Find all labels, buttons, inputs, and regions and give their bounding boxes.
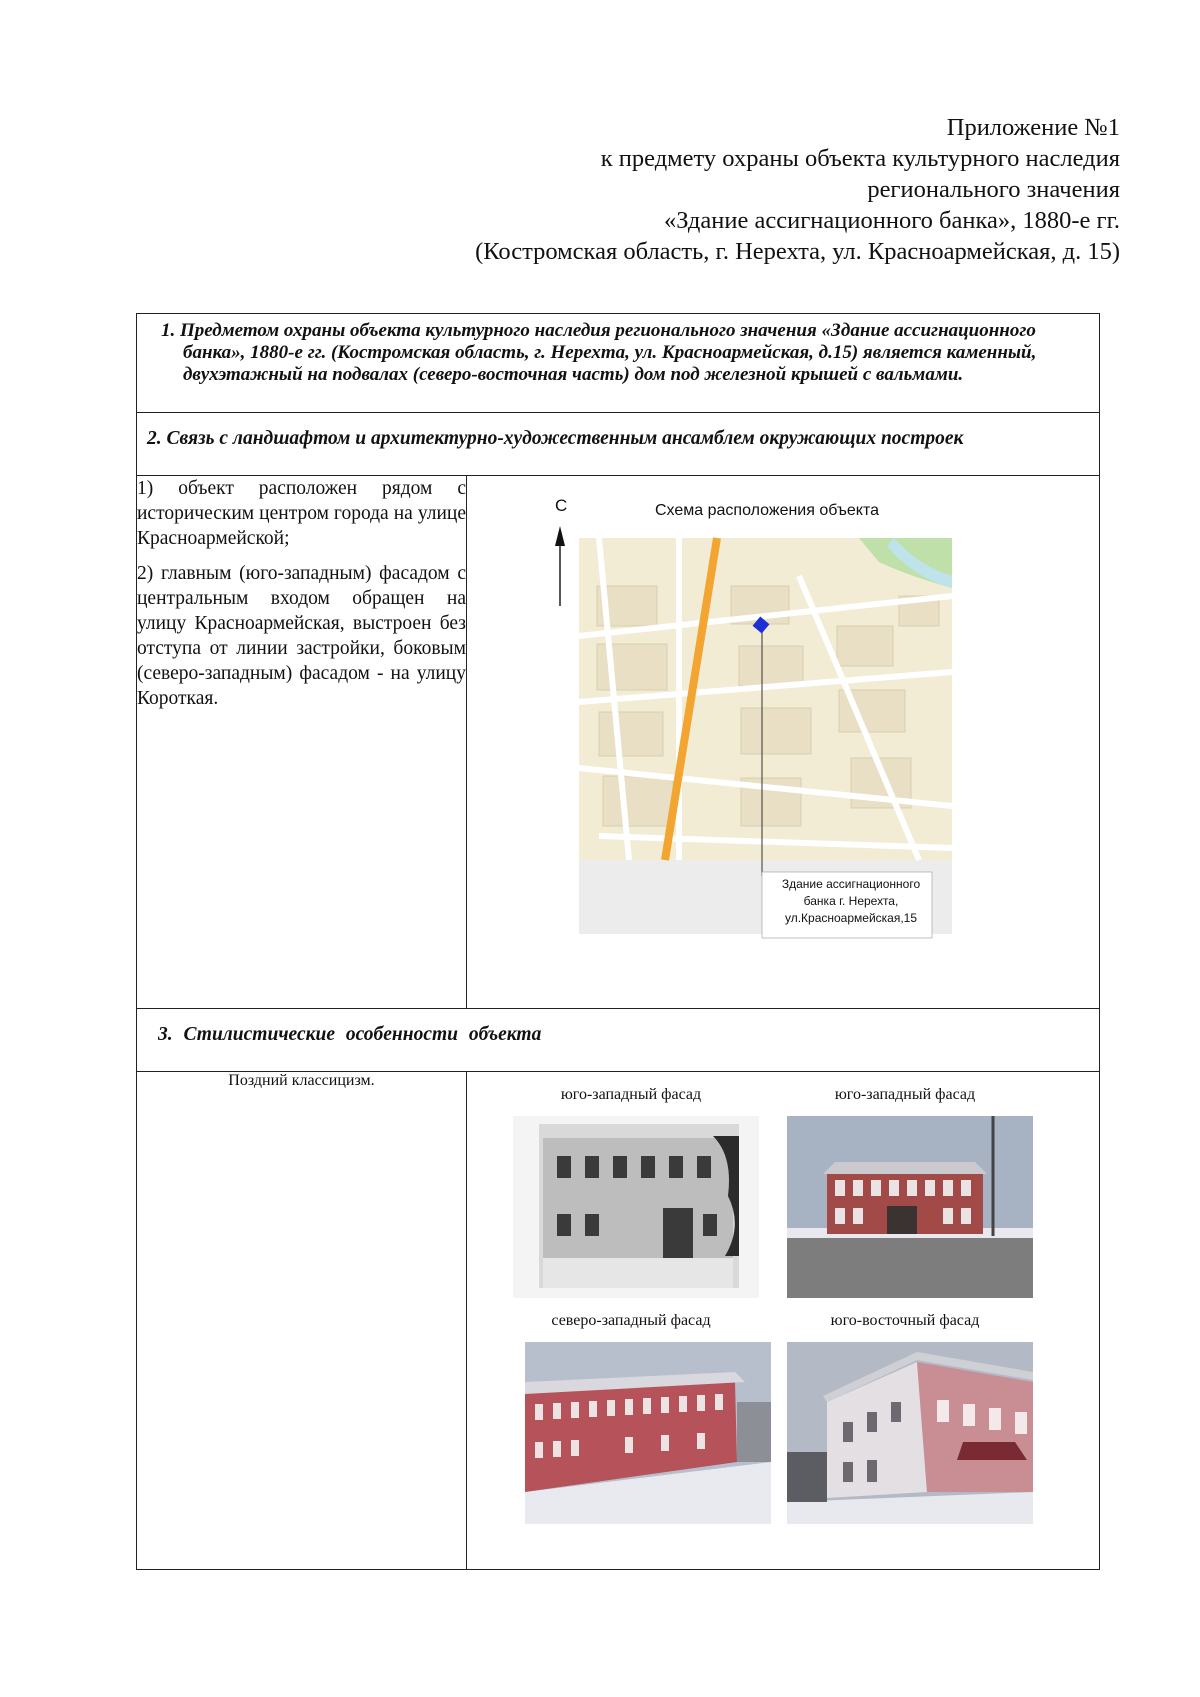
map-label-line-3: ул.Красноармейская,15 <box>784 911 918 925</box>
section-3-title-cell <box>137 1009 1100 1072</box>
section-1-text: 1. Предметом охраны объекта культурного наследия регионального значения «Здание ассигнационного банка», 1880-е гг. (Костромская область, г. Нерехта, ул. Красноармейская, д.15) является каменный, двухэтажный на подвалах (северо-восточная часть) дом под железной крышей с вальмами. <box>161 320 1037 385</box>
photo-label-4: юго-восточный фасад <box>830 1312 980 1329</box>
protection-subject-table <box>136 313 1100 1570</box>
map-caption: Схема расположения объекта <box>655 502 879 519</box>
section-3-photos-cell <box>467 1072 1100 1570</box>
section-2-map-cell <box>467 476 1100 1009</box>
location-point-2: 2) главным (юго-западным) фасадом с центральным входом обращен на улицу Красноармейская, выстроен без отступа от линии застройки, боковым (северо-западным) фасадом - на улицу Короткая. <box>137 563 466 709</box>
header-line-5: (Костромская область, г. Нерехта, ул. Красноармейская, д. 15) <box>475 238 1120 265</box>
southwest-facade-photo <box>787 1116 1033 1298</box>
header-line-2: к предмету охраны объекта культурного наследия <box>600 145 1120 172</box>
map-object-label <box>771 876 931 936</box>
section-3-style-cell <box>137 1072 467 1570</box>
location-point-1: 1) объект расположен рядом с историческим центром города на улице Красноармейской; <box>137 478 466 549</box>
north-arrow-icon <box>555 526 565 606</box>
header-line-1: Приложение №1 <box>946 114 1120 141</box>
map-label-line-2: банка г. Нерехта, <box>803 894 899 908</box>
section-1-cell <box>137 314 1100 413</box>
section-3-title: 3. Стилистические особенности объекта <box>158 1024 542 1045</box>
appendix-header <box>220 112 1120 267</box>
location-map <box>479 476 1099 1008</box>
southeast-facade-photo <box>787 1342 1033 1524</box>
photo-label-3: северо-западный фасад <box>551 1312 711 1329</box>
section-2-title: 2. Связь с ландшафтом и архитектурно-художественным ансамблем окружающих построек <box>147 428 964 449</box>
header-line-3: регионального значения <box>867 176 1120 203</box>
section-2-title-cell <box>137 413 1100 476</box>
section-2-text-cell <box>137 476 467 1009</box>
photo-label-1: юго-западный фасад <box>560 1086 702 1103</box>
southwest-facade-old-photo <box>513 1116 759 1298</box>
photo-label-2: юго-западный фасад <box>834 1086 976 1103</box>
map-label-line-1: Здание ассигнационного <box>781 877 921 891</box>
header-line-4: «Здание ассигнационного банка», 1880-е гг. <box>664 207 1120 234</box>
north-label: С <box>555 496 568 515</box>
architectural-style: Поздний классицизм. <box>228 1072 375 1089</box>
northwest-facade-photo <box>525 1342 771 1524</box>
